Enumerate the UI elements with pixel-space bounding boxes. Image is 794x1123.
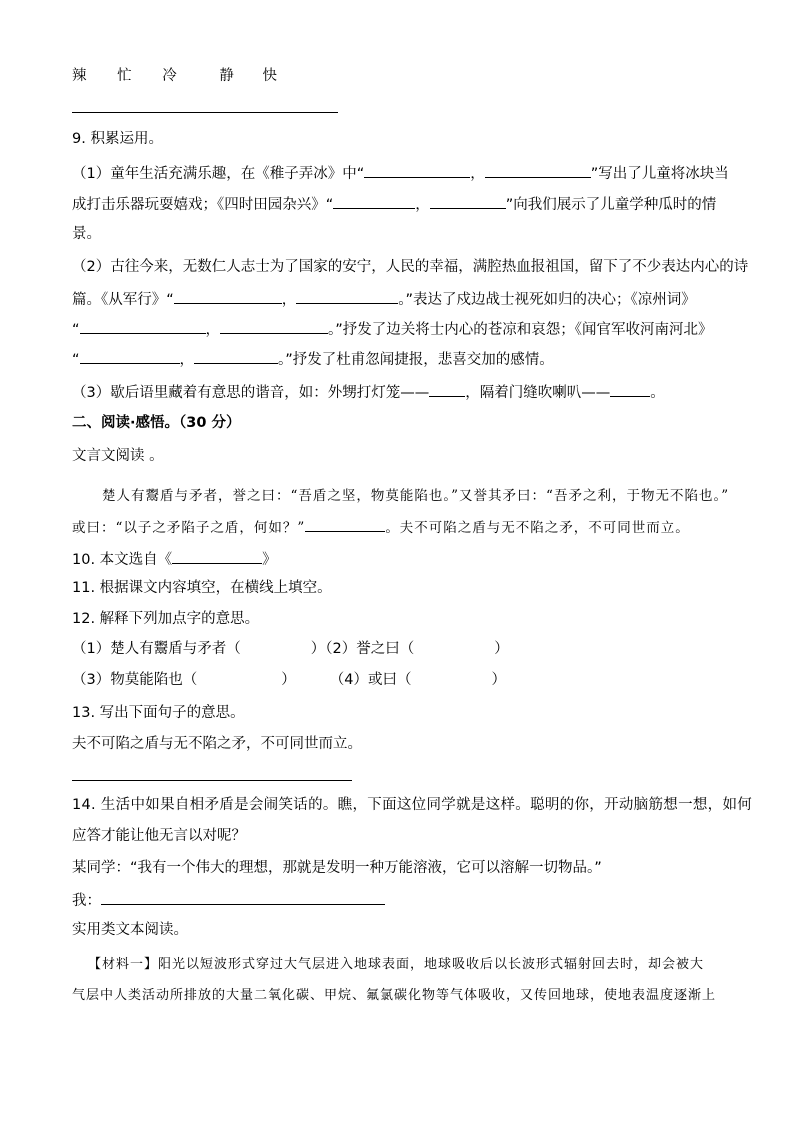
fill-blank[interactable]: [220, 318, 328, 334]
fill-blank[interactable]: [172, 548, 262, 564]
fill-blank[interactable]: [174, 288, 282, 304]
q9-p1-line3: 景。: [72, 226, 101, 242]
answer-line[interactable]: [72, 112, 338, 113]
word-1: 辣: [72, 68, 87, 84]
word-3: 冷: [162, 68, 177, 84]
word-4: 静: [219, 68, 234, 84]
q9-p2-line1: （2）古往今来，无数仁人志士为了国家的安宁，人民的幸福，满腔热血报祖国，留下了不少表达内心的诗: [72, 259, 749, 275]
answer-line[interactable]: [101, 889, 385, 905]
q12-row2: （3）物莫能陷也（ ） （4）或曰（ ）: [72, 672, 506, 688]
classical-text-line1: 楚人有鬻盾与矛者，誉之曰：“吾盾之坚，物莫能陷也。”又誉其矛曰：“吾矛之利，于物无不陷也。”: [102, 488, 730, 504]
material-line1: 【材料一】阳光以短波形式穿过大气层进入地球表面，地球吸收后以长波形式辐射回去时，却会被大: [88, 957, 705, 972]
word-row: [72, 66, 277, 86]
q10: 10. 本文选自《 》: [72, 548, 277, 570]
q9-title: 9. 积累运用。: [72, 131, 163, 147]
fill-blank[interactable]: [364, 162, 470, 178]
fill-blank[interactable]: [610, 381, 650, 397]
q13: 13. 写出下面句子的意思。: [72, 705, 245, 721]
fill-blank[interactable]: [296, 288, 398, 304]
material-line2: 气层中人类活动所排放的大量二氧化碳、甲烷、氟氯碳化物等气体吸收，又传回地球，使地表温度逐渐上: [72, 988, 717, 1003]
classical-text-line2: 或曰：“以子之矛陷子之盾，何如？” 。夫不可陷之盾与无不陷之矛，不可同世而立。: [72, 516, 690, 538]
practical-title: 实用类文本阅读。: [72, 922, 188, 938]
q9-p2-line3: “ ， 。”抒发了边关将士内心的苍凉和哀怨；《闻官军收河南河北》: [72, 318, 713, 340]
fill-blank[interactable]: [80, 318, 206, 334]
q11: 11. 根据课文内容填空，在横线上填空。: [72, 580, 332, 596]
fill-blank[interactable]: [333, 193, 415, 209]
fill-blank[interactable]: [430, 193, 506, 209]
q9-p3: （3）歇后语里藏着有意思的谐音，如：外甥打灯笼—— ，隔着门缝吹喇叭—— 。: [72, 381, 665, 403]
q9-p2-line2: 篇。《从军行》“ ， 。”表达了戍边战士视死如归的决心；《凉州词》: [72, 288, 696, 310]
fill-blank[interactable]: [485, 162, 591, 178]
section-heading: 二、阅读·感悟。（30 分）: [72, 415, 241, 431]
fill-blank[interactable]: [305, 516, 385, 532]
fill-blank[interactable]: [80, 348, 180, 364]
q9-p2-line4: “ ， 。”抒发了杜甫忽闻捷报，悲喜交加的感情。: [72, 348, 554, 370]
q14-line3: 某同学：“我有一个伟大的理想，那就是发明一种万能溶液，它可以溶解一切物品。”: [72, 860, 602, 876]
classical-title: 文言文阅读 。: [72, 448, 164, 464]
q14-line2: 应答才能让他无言以对呢？: [72, 828, 246, 844]
q14-answer: 我：: [72, 889, 385, 911]
q12-row1: （1）楚人有鬻盾与矛者（ ）（2）誉之曰（ ）: [72, 641, 509, 657]
word-5: 快: [262, 68, 277, 84]
fill-blank[interactable]: [194, 348, 278, 364]
q9-p1-line1: （1）童年生活充满乐趣，在《稚子弄冰》中“ ， ”写出了儿童将冰块当: [72, 162, 729, 184]
fill-blank[interactable]: [429, 381, 465, 397]
word-2: 忙: [117, 68, 132, 84]
q13-sentence: 夫不可陷之盾与无不陷之矛，不可同世而立。: [72, 736, 362, 752]
q14-line1: 14. 生活中如果自相矛盾是会闹笑话的。瞧，下面这位同学就是这样。聪明的你，开动脑筋想一想，如何: [72, 797, 753, 813]
q12: 12. 解释下列加点字的意思。: [72, 611, 260, 627]
q9-p1-line2: 成打击乐器玩耍嬉戏；《四时田园杂兴》“ ， ”向我们展示了儿童学种瓜时的情: [72, 193, 716, 215]
answer-line[interactable]: [72, 780, 352, 781]
